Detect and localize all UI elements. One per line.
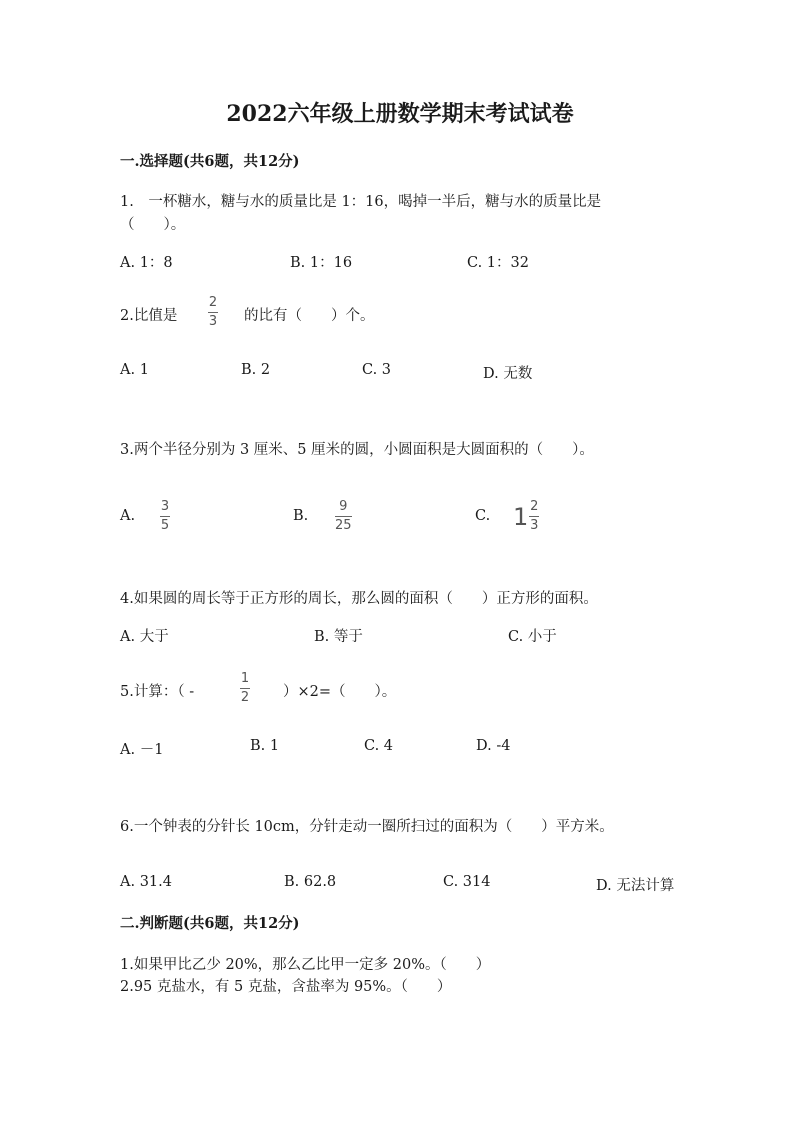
fraction-numerator: 2 <box>208 295 218 310</box>
judgement-question-2: 2.95 克盐水，有 5 克盐，含盐率为 95%。（ ） <box>120 979 452 995</box>
question-3-option-c-label: C. <box>475 508 491 524</box>
question-2-fraction <box>208 296 218 329</box>
fraction-numerator: 9 <box>339 499 348 514</box>
question-2-option-c: C. 3 <box>362 362 392 378</box>
fraction-numerator: 3 <box>160 499 170 514</box>
question-2-prefix: 2.比值是 <box>120 308 178 324</box>
question-1-option-a: A. 1：8 <box>120 255 173 271</box>
mixed-fraction <box>529 500 539 533</box>
question-1-text: 1. 一杯糖水，糖与水的质量比是 1：16，喝掉一半后，糖与水的质量比是 <box>120 194 602 210</box>
question-5-suffix: ）×2=（ ）。 <box>283 684 397 700</box>
fraction-denominator: 25 <box>335 518 352 533</box>
fraction-bar <box>335 516 352 517</box>
question-5-prefix: 5.计算：（ - <box>120 684 195 700</box>
question-1-option-c: C. 1：32 <box>467 255 529 271</box>
fraction-bar <box>240 688 250 689</box>
mixed-whole: 1 <box>513 502 529 531</box>
section-heading-choice: 一.选择题(共6题，共12分) <box>120 153 300 170</box>
page-title: 2022六年级上册数学期末考试试卷 <box>226 101 574 127</box>
judgement-question-1: 1.如果甲比乙少 20%，那么乙比甲一定多 20%。（ ） <box>120 957 491 973</box>
fraction-bar <box>529 516 539 517</box>
question-4-text: 4.如果圆的周长等于正方形的周长，那么圆的面积（ ）正方形的面积。 <box>120 591 598 607</box>
fraction-denominator: 2 <box>240 690 250 705</box>
fraction-denominator: 3 <box>530 518 539 533</box>
question-2-suffix: 的比有（ ）个。 <box>244 308 375 324</box>
question-3-text: 3.两个半径分别为 3 厘米、5 厘米的圆，小圆面积是大圆面积的（ ）。 <box>120 442 594 458</box>
fraction-denominator: 3 <box>208 314 218 329</box>
question-3-option-b-label: B. <box>293 508 309 524</box>
question-6-text: 6.一个钟表的分针长 10cm，分针走动一圈所扫过的面积为（ ）平方米。 <box>120 819 614 835</box>
fraction-bar <box>160 516 170 517</box>
question-2-option-a: A. 1 <box>120 362 149 378</box>
question-6-option-c: C. 314 <box>443 874 491 890</box>
question-4-option-b: B. 等于 <box>314 629 363 645</box>
fraction-numerator: 1 <box>240 671 250 686</box>
question-3-option-c-mixed-number <box>513 500 539 533</box>
question-1-blank: （ ）。 <box>120 217 186 233</box>
question-4-option-c: C. 小于 <box>508 629 557 645</box>
question-5-option-b: B. 1 <box>250 738 280 754</box>
question-5-option-a: A. －1 <box>120 742 164 758</box>
fraction-numerator: 2 <box>530 499 539 514</box>
question-2-option-d: D. 无数 <box>483 366 533 382</box>
question-6-option-d: D. 无法计算 <box>596 878 675 894</box>
fraction-bar <box>208 312 218 313</box>
question-5-option-c: C. 4 <box>364 738 394 754</box>
question-3-option-a-label: A. <box>120 508 136 524</box>
question-6-option-a: A. 31.4 <box>120 874 172 890</box>
question-6-option-b: B. 62.8 <box>284 874 337 890</box>
question-1-option-b: B. 1：16 <box>290 255 353 271</box>
question-3-option-a-fraction <box>160 500 170 533</box>
question-5-fraction <box>240 672 250 705</box>
section-heading-judgement: 二.判断题(共6题，共12分) <box>120 915 300 932</box>
question-4-option-a: A. 大于 <box>120 629 169 645</box>
question-5-option-d: D. -4 <box>476 738 511 754</box>
question-3-option-b-fraction <box>335 500 352 533</box>
fraction-denominator: 5 <box>160 518 170 533</box>
question-2-option-b: B. 2 <box>241 362 271 378</box>
